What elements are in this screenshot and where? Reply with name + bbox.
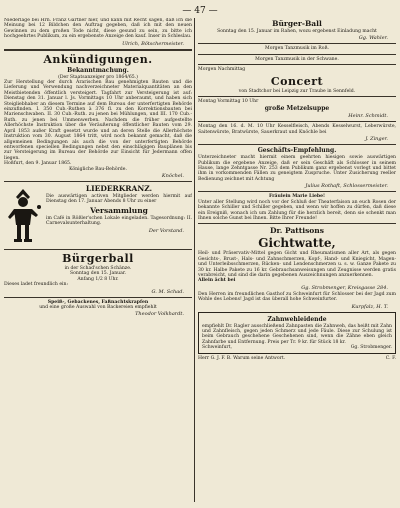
section-rule [4, 181, 192, 182]
ball-line-4: Dieses ladet freundlich ein: [4, 282, 69, 288]
buerger-ball-signer: Gg. Wahler. [358, 35, 388, 42]
geschaeft-text-2: Unter aller Stellung wird noch vor der Schluß der Theaterfaison an euch Rosen der bekannte Schiller und Schiller gegeben, und wenn wir hoffen zu dürfen, daß diese ein Ereigniß, wonach ich um Zahlung für die herzlich bereit, denn sie schenkt man Ihnen solche Gunst bei Ihnen. Bitte Ihrer Freunde! [198, 199, 396, 221]
footer-signer: Theodor Volkhardt. [135, 311, 184, 318]
ball-signer: G. M. Schad. [151, 288, 184, 295]
ball-title: Bürgerball [62, 251, 134, 265]
concert-line: Montag Vormittag 10 Uhr [198, 99, 259, 105]
section-rule [198, 121, 396, 122]
section-rule [198, 43, 396, 44]
geschaeft-text: Unterzeichneter macht hiermit einem geehrten hiesigen sowie auswärtigen Publikum die ergebene Anzeige, daß er sein Geschäft als Schlosser in seinem Hause, lange Zehntgasse Nr. 253 dem Publikum ganz ergebenst vorlegt und bittet ihm in vorkommenden Fällen zu geneigtem Zuspruche. Unter Zusicherung reeller Bedienung zeichnet mit Achtung [198, 155, 396, 182]
concert-title: Concert [270, 74, 324, 88]
jester-illustration [4, 185, 42, 245]
ball-line-3: Anfang 1/2 8 Uhr. [77, 276, 119, 282]
liederkranz-title: LIEDERKRANZ. [85, 183, 153, 193]
tanzmusik-line-3: Morgen Nachmittag [198, 67, 246, 73]
pattison-text-2: Den Herren im freundlichen Gasthof zu Schweinfurt für Schlosser bei der Jagd zum Wohle des Lebens! Jagd ist das überall hohe Schweinfurter. [198, 291, 396, 303]
zahnweh-text: empfiehlt Dr. Ragler ausschließend Zahnpasten die Zahnweh, das heißt mit Zahn und Zahnfleisch, gegen jeden Schmerz und jede Fäule. Diese zur Schulung ist beim Gebrauch geschehene Geschehenen sind, wenn die Zähne eben gleich Zahnfarbe und Entfernung. Preis per Tr. 9 kr. für Stück 18 kr. [202, 323, 392, 345]
concert-text-2: Montag den 16. d. M. 10 Uhr Kesselfleisch, Abends Kesselwurst, Leberwürste, Saitenwürste, Bratwürste, Sauerkraut und Knöchle bei [198, 124, 396, 135]
zahnweh-signer: Gg. Strobmenger. [350, 345, 392, 351]
footer-line-2: und eine große Auswahl von Backereien empfiehlt [39, 304, 157, 310]
liederkranz-text-2: im Café in Rößler'schen Lokale eingeladen. Tagesordnung: II. Carnevalsunterhaltung. [46, 215, 192, 227]
liederkranz-signer: Der Vorstand. [148, 227, 184, 234]
section-rule [4, 297, 192, 298]
opening-signature: Ulrich, Bötschermeister. [122, 40, 184, 47]
concert-signer: Heinr. Schmidt. [348, 113, 388, 120]
liederkranz-headline: Versammlung [90, 205, 148, 215]
opening-text: Niederlage bei Hrn. Franz Gärtner hier, und kann mit Recht sagen, daß ich die Meinung bei 12 Bildchen den Auftrag gegeben, daß ich mit den neuen Gewinnen zu dem großen Tode nicht, diese gesund zu sein, zu bitte ich hochgeehrtes Publikum, zu ein ergebenste Anzeige den kauf. Inser in Schleslau. [4, 18, 192, 40]
section-rule [198, 191, 396, 192]
section-rule [198, 223, 396, 224]
right-column [198, 18, 396, 504]
pattison-text: Heil- und Präservativ-Mittel gegen Gicht und Rheumatismen aller Art, als gegen Gesichts-, Brust-, Hals- und Zahnschmerzen, Kopf-, Hand- und Kniegicht, Magen- und Unterleibsschmerzen, Rücken- und Lendenschmerzen u. s. w. Ganze Pakete zu 30 kr. Halbe Pakete zu 16 kr. Gebrauchsanweisungen und Zeugnisse werden gratis verabreicht, und sind die darin gegebenen Auszeichnungen anzuerkennen. [198, 251, 396, 278]
footer-line-1: Speiß-, Gebackenes, Faßnachtskrapfen [47, 299, 149, 305]
geschaeft-title: Geschäfts-Empfehlung. [257, 147, 337, 155]
column-divider [194, 18, 195, 502]
geschaeft-line: Fräulein Marie Liebe! [268, 194, 326, 200]
ball-line-1: in der Schad'schen Schänze. [64, 265, 132, 271]
geschaeft-signer: Julius Rothaft, Schlossermeister. [305, 183, 388, 190]
buerger-ball-title: Bürger-Ball [272, 19, 322, 28]
zahnweh-title: Zahnwehleidende [267, 315, 327, 323]
announcement-date: Hoßfurt, den 9. Januar 1865. [4, 161, 72, 167]
tanzmusik-line-2: Morgen Tanzmusik in der Schwane. [255, 56, 339, 62]
page-number: — 47 — [182, 6, 218, 16]
concert-text: von Stadtchor bei Leipzig zur Traube in Sennfeld. [238, 88, 356, 94]
pattison-footer-sign: C. F. [385, 355, 396, 361]
announcement-subtitle: Bekanntmachung. [67, 66, 129, 74]
announcement-subtitle-2: (Der Staatsanzeiger pro 1864/65.) [58, 74, 138, 80]
pattison-signer: Gg. Strobmenger, Kreisgasse 284. [301, 284, 388, 291]
concert-headline: große Metzelsuppe [264, 105, 330, 113]
liederkranz-text: Die auswärtigen activen Mitglieder werden hiermit auf Dienstag den 17. Januar Abends 8 Uhr zu einer [46, 193, 192, 205]
left-column [4, 18, 192, 504]
section-rule [198, 54, 396, 55]
announcement-title: Ankündigungen. [43, 52, 153, 66]
concert-signer-2: J. Zinger. [365, 136, 388, 143]
buerger-ball-text: Sonntag den 15. Januar im Rahen, wozu ergebenst Einladung macht [217, 29, 377, 34]
pattison-footer: Herr G. J. F. B. Warum seine Antwort. [198, 355, 286, 361]
section-rule [4, 249, 192, 250]
announcement-authority: Königliche Bau-Behörde. [69, 166, 127, 172]
liederkranz-ad [4, 184, 192, 247]
announcement-signer: Knöchel. [161, 172, 184, 179]
zahnweh-box [198, 312, 396, 354]
pattison-sub: Allein ächt bei [198, 278, 236, 284]
pattison-headline: Gichtwatte, [258, 236, 336, 251]
section-rule [198, 96, 396, 97]
announcement-body: Zur Herstellung der durch Ärarischen Bau genehmigten Bauten und die Lieferung und Verwendung nachverzeichneter Materialquantitäten an den Meistbietenden öffentlich versteigert. Tagfahrt zur Versteigerung ist auf: Dienstag den 31. Januar l. Js. Vormittags 10 Uhr anberaumt, und haben sich Steigliebhaber an diesem Termine auf dem Bureau der unterfertigten Behörde einzufinden. I. 350 Cub.-Ruthen à 376 fl. zu den Korrektionsbauten bei Marienschwaben. II. 30 Cub.-Ruth. zu jenen bei Mühlungen, und III. 170 Cub.-Ruth. zu jenen bei Ummenwerben. Nachdem die früher aufgestellte Allerhöchste Instruktion über die Veräußerung öffentlicher Bauten vom 29. April 1853 außer Kraft gesetzt wurde und an deren Stelle die Allerhöchste Instruktion vom 30. August 1864 tritt, wird noch bekannt gemacht, daß die allgemeinen Bedingungen als auch die von der unterfertigten Behörde entworfenen speciellen Bedingungen nebst den einschlägigen Bauplänen bis zur Versteigerung im Bureau der Behörde zur Einsicht für Jedermann offen liegen. [4, 80, 192, 161]
section-rule [4, 49, 192, 51]
tanzmusik-line-1: Morgen Tanzmusik im Roß. [265, 46, 329, 52]
zahnweh-place: Schweinfurt, [202, 345, 232, 351]
pattison-signer-2: Kurpfalz, H. T. [351, 303, 388, 310]
section-rule [198, 144, 396, 145]
ball-line-2: Sonntag den 15. Januar. [69, 271, 127, 277]
section-rule [198, 64, 396, 65]
pattison-title: Dr. Pattisons [270, 226, 324, 236]
